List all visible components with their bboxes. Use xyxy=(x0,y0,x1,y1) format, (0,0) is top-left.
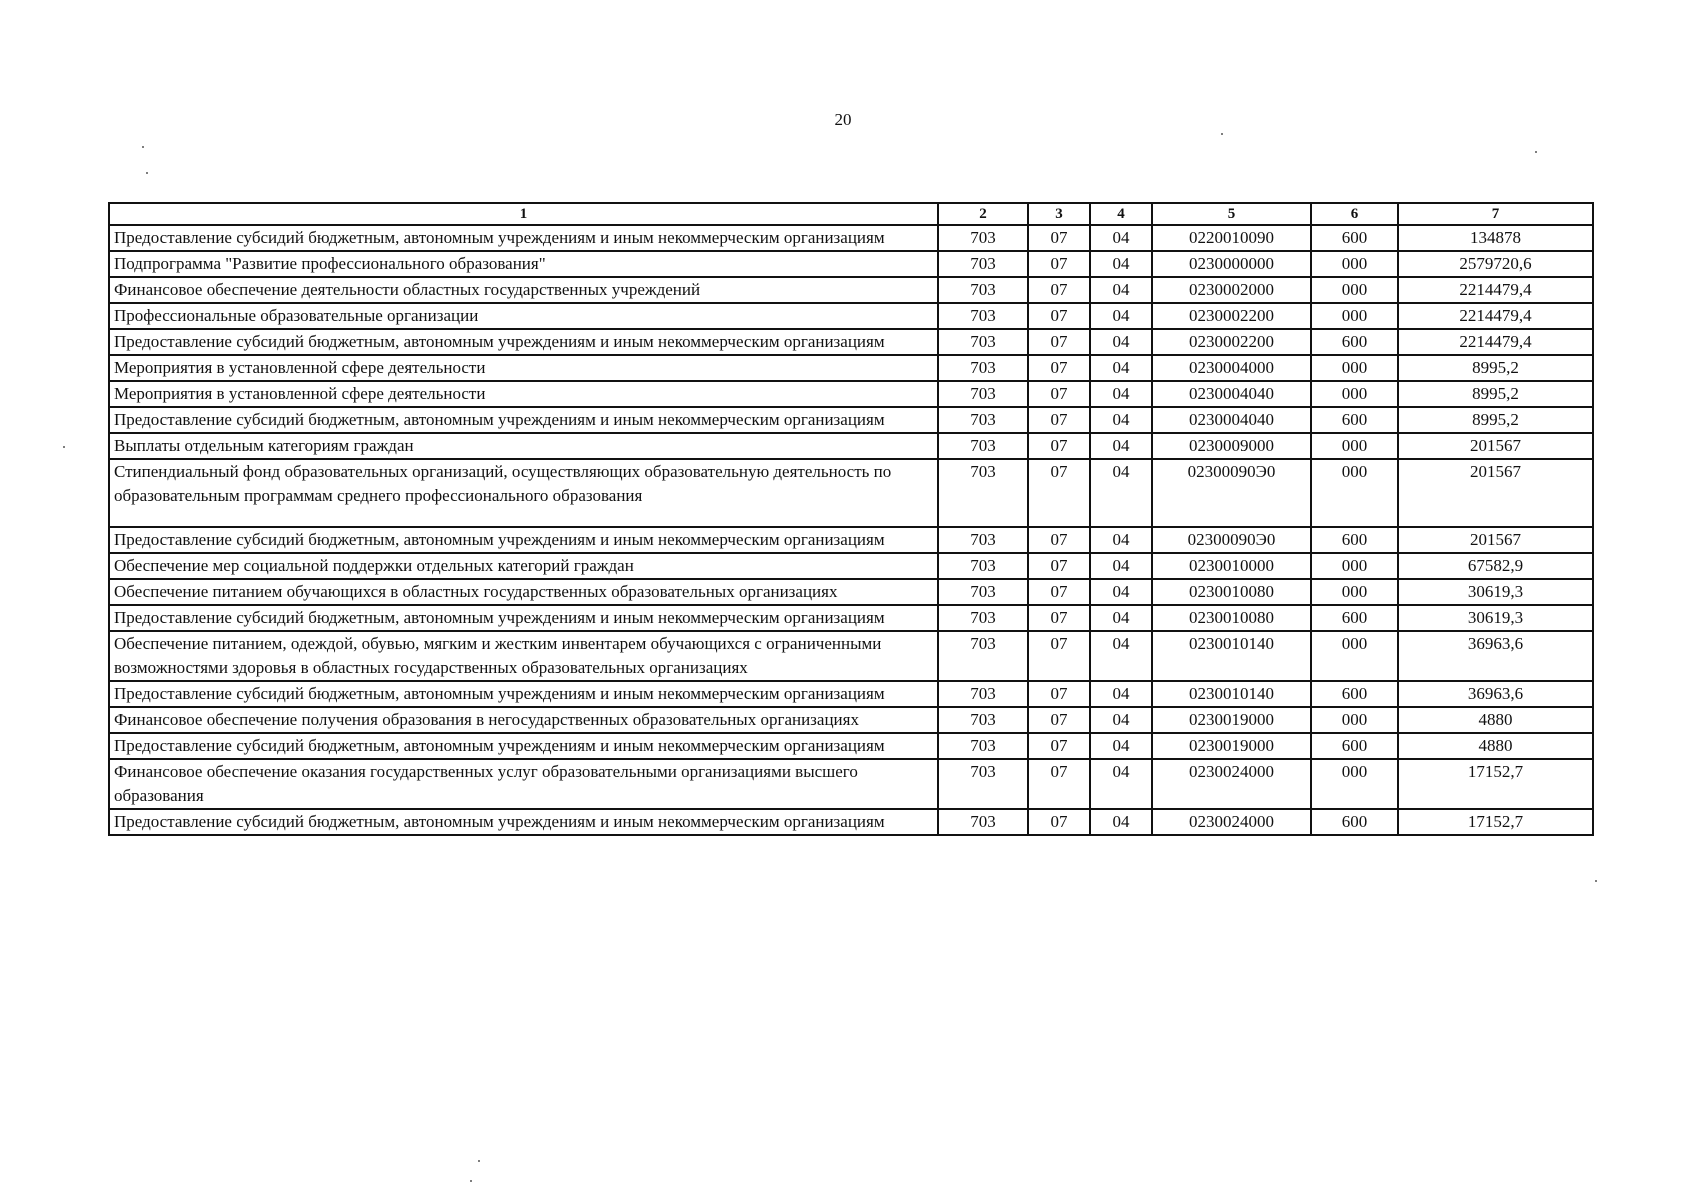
subsection-code: 04 xyxy=(1090,527,1152,553)
item-name: Мероприятия в установленной сфере деятельности xyxy=(109,381,938,407)
item-name: Финансовое обеспечение деятельности областных государственных учреждений xyxy=(109,277,938,303)
target-article-code: 0230024000 xyxy=(1152,809,1311,835)
item-name: Предоставление субсидий бюджетным, автономным учреждениям и иным некоммерческим организациям xyxy=(109,809,938,835)
ministry-code: 703 xyxy=(938,733,1028,759)
target-article-code: 02300090Э0 xyxy=(1152,527,1311,553)
column-header-5: 5 xyxy=(1152,203,1311,225)
expense-type-code: 000 xyxy=(1311,433,1398,459)
column-header-2: 2 xyxy=(938,203,1028,225)
amount: 67582,9 xyxy=(1398,553,1593,579)
table-row xyxy=(109,381,1593,407)
ministry-code: 703 xyxy=(938,303,1028,329)
amount: 8995,2 xyxy=(1398,355,1593,381)
ministry-code: 703 xyxy=(938,277,1028,303)
target-article-code: 0230002200 xyxy=(1152,329,1311,355)
column-number-row xyxy=(109,203,1593,225)
table-header xyxy=(109,203,1593,225)
table-row xyxy=(109,459,1593,527)
expense-type-code: 600 xyxy=(1311,733,1398,759)
amount: 2214479,4 xyxy=(1398,303,1593,329)
budget-table xyxy=(108,202,1594,836)
amount: 4880 xyxy=(1398,707,1593,733)
ministry-code: 703 xyxy=(938,605,1028,631)
expense-type-code: 000 xyxy=(1311,381,1398,407)
target-article-code: 0230019000 xyxy=(1152,733,1311,759)
expense-type-code: 600 xyxy=(1311,809,1398,835)
ministry-code: 703 xyxy=(938,631,1028,681)
table-row xyxy=(109,631,1593,681)
section-code: 07 xyxy=(1028,809,1090,835)
amount: 2579720,6 xyxy=(1398,251,1593,277)
subsection-code: 04 xyxy=(1090,355,1152,381)
section-code: 07 xyxy=(1028,251,1090,277)
table-row xyxy=(109,433,1593,459)
target-article-code: 0230010000 xyxy=(1152,553,1311,579)
item-name: Предоставление субсидий бюджетным, автономным учреждениям и иным некоммерческим организациям xyxy=(109,329,938,355)
section-code: 07 xyxy=(1028,733,1090,759)
table-row xyxy=(109,605,1593,631)
amount: 30619,3 xyxy=(1398,579,1593,605)
subsection-code: 04 xyxy=(1090,225,1152,251)
ministry-code: 703 xyxy=(938,707,1028,733)
section-code: 07 xyxy=(1028,225,1090,251)
expense-type-code: 000 xyxy=(1311,579,1398,605)
amount: 201567 xyxy=(1398,459,1593,527)
amount: 134878 xyxy=(1398,225,1593,251)
scan-speckle xyxy=(142,146,144,148)
ministry-code: 703 xyxy=(938,809,1028,835)
section-code: 07 xyxy=(1028,381,1090,407)
scan-speckle xyxy=(1535,151,1537,153)
subsection-code: 04 xyxy=(1090,407,1152,433)
table-row xyxy=(109,527,1593,553)
section-code: 07 xyxy=(1028,277,1090,303)
subsection-code: 04 xyxy=(1090,251,1152,277)
expense-type-code: 000 xyxy=(1311,553,1398,579)
subsection-code: 04 xyxy=(1090,329,1152,355)
target-article-code: 0230024000 xyxy=(1152,759,1311,809)
target-article-code: 0230010140 xyxy=(1152,681,1311,707)
subsection-code: 04 xyxy=(1090,759,1152,809)
table-row xyxy=(109,407,1593,433)
amount: 8995,2 xyxy=(1398,381,1593,407)
scan-speckle xyxy=(470,1180,472,1182)
scan-speckle xyxy=(478,1160,480,1162)
section-code: 07 xyxy=(1028,681,1090,707)
table-row xyxy=(109,225,1593,251)
subsection-code: 04 xyxy=(1090,381,1152,407)
ministry-code: 703 xyxy=(938,355,1028,381)
target-article-code: 0230010080 xyxy=(1152,579,1311,605)
target-article-code: 0230004040 xyxy=(1152,381,1311,407)
amount: 2214479,4 xyxy=(1398,329,1593,355)
column-header-4: 4 xyxy=(1090,203,1152,225)
target-article-code: 0230002000 xyxy=(1152,277,1311,303)
amount: 36963,6 xyxy=(1398,681,1593,707)
column-header-7: 7 xyxy=(1398,203,1593,225)
ministry-code: 703 xyxy=(938,329,1028,355)
section-code: 07 xyxy=(1028,759,1090,809)
expense-type-code: 000 xyxy=(1311,303,1398,329)
target-article-code: 0230004000 xyxy=(1152,355,1311,381)
item-name: Профессиональные образовательные организации xyxy=(109,303,938,329)
table-row xyxy=(109,707,1593,733)
target-article-code: 0230002200 xyxy=(1152,303,1311,329)
subsection-code: 04 xyxy=(1090,605,1152,631)
section-code: 07 xyxy=(1028,433,1090,459)
table-row xyxy=(109,251,1593,277)
scan-speckle xyxy=(146,172,148,174)
item-name: Предоставление субсидий бюджетным, автономным учреждениям и иным некоммерческим организациям xyxy=(109,605,938,631)
section-code: 07 xyxy=(1028,527,1090,553)
item-name: Предоставление субсидий бюджетным, автономным учреждениям и иным некоммерческим организациям xyxy=(109,681,938,707)
scan-speckle xyxy=(1221,133,1223,135)
table-row xyxy=(109,303,1593,329)
item-name: Предоставление субсидий бюджетным, автономным учреждениям и иным некоммерческим организациям xyxy=(109,527,938,553)
subsection-code: 04 xyxy=(1090,277,1152,303)
item-name: Финансовое обеспечение получения образования в негосударственных образовательных организациях xyxy=(109,707,938,733)
section-code: 07 xyxy=(1028,579,1090,605)
item-name: Предоставление субсидий бюджетным, автономным учреждениям и иным некоммерческим организациям xyxy=(109,733,938,759)
ministry-code: 703 xyxy=(938,433,1028,459)
ministry-code: 703 xyxy=(938,681,1028,707)
expense-type-code: 600 xyxy=(1311,527,1398,553)
amount: 201567 xyxy=(1398,433,1593,459)
subsection-code: 04 xyxy=(1090,303,1152,329)
item-name: Обеспечение питанием, одеждой, обувью, мягким и жестким инвентарем обучающихся с ограниченными возможностями здоровья в областных государственных образовательных организациях xyxy=(109,631,938,681)
ministry-code: 703 xyxy=(938,381,1028,407)
column-header-6: 6 xyxy=(1311,203,1398,225)
target-article-code: 0230004040 xyxy=(1152,407,1311,433)
table-row xyxy=(109,681,1593,707)
expense-type-code: 000 xyxy=(1311,277,1398,303)
subsection-code: 04 xyxy=(1090,707,1152,733)
ministry-code: 703 xyxy=(938,553,1028,579)
subsection-code: 04 xyxy=(1090,631,1152,681)
item-name: Выплаты отдельным категориям граждан xyxy=(109,433,938,459)
expense-type-code: 000 xyxy=(1311,631,1398,681)
column-header-1: 1 xyxy=(109,203,938,225)
section-code: 07 xyxy=(1028,329,1090,355)
ministry-code: 703 xyxy=(938,527,1028,553)
ministry-code: 703 xyxy=(938,579,1028,605)
item-name: Финансовое обеспечение оказания государственных услуг образовательными организациями высшего образования xyxy=(109,759,938,809)
expense-type-code: 000 xyxy=(1311,355,1398,381)
ministry-code: 703 xyxy=(938,459,1028,527)
amount: 17152,7 xyxy=(1398,759,1593,809)
amount: 201567 xyxy=(1398,527,1593,553)
target-article-code: 0230010080 xyxy=(1152,605,1311,631)
subsection-code: 04 xyxy=(1090,809,1152,835)
table-row xyxy=(109,553,1593,579)
table-body xyxy=(109,225,1593,835)
amount: 4880 xyxy=(1398,733,1593,759)
scan-speckle xyxy=(1595,880,1597,882)
amount: 2214479,4 xyxy=(1398,277,1593,303)
ministry-code: 703 xyxy=(938,225,1028,251)
target-article-code: 02300090Э0 xyxy=(1152,459,1311,527)
page-number: 20 xyxy=(834,110,852,129)
table-row xyxy=(109,329,1593,355)
target-article-code: 0230009000 xyxy=(1152,433,1311,459)
item-name: Предоставление субсидий бюджетным, автономным учреждениям и иным некоммерческим организациям xyxy=(109,407,938,433)
item-name: Мероприятия в установленной сфере деятельности xyxy=(109,355,938,381)
section-code: 07 xyxy=(1028,631,1090,681)
target-article-code: 0230019000 xyxy=(1152,707,1311,733)
subsection-code: 04 xyxy=(1090,553,1152,579)
amount: 17152,7 xyxy=(1398,809,1593,835)
subsection-code: 04 xyxy=(1090,459,1152,527)
item-name: Предоставление субсидий бюджетным, автономным учреждениям и иным некоммерческим организациям xyxy=(109,225,938,251)
table-row xyxy=(109,733,1593,759)
item-name: Подпрограмма "Развитие профессионального образования" xyxy=(109,251,938,277)
table-row xyxy=(109,355,1593,381)
section-code: 07 xyxy=(1028,553,1090,579)
ministry-code: 703 xyxy=(938,251,1028,277)
table-row xyxy=(109,809,1593,835)
table-row xyxy=(109,277,1593,303)
section-code: 07 xyxy=(1028,407,1090,433)
expense-type-code: 600 xyxy=(1311,605,1398,631)
ministry-code: 703 xyxy=(938,407,1028,433)
expense-type-code: 600 xyxy=(1311,225,1398,251)
amount: 8995,2 xyxy=(1398,407,1593,433)
section-code: 07 xyxy=(1028,459,1090,527)
expense-type-code: 600 xyxy=(1311,681,1398,707)
item-name: Обеспечение мер социальной поддержки отдельных категорий граждан xyxy=(109,553,938,579)
expense-type-code: 600 xyxy=(1311,329,1398,355)
subsection-code: 04 xyxy=(1090,433,1152,459)
target-article-code: 0230010140 xyxy=(1152,631,1311,681)
target-article-code: 0230000000 xyxy=(1152,251,1311,277)
section-code: 07 xyxy=(1028,355,1090,381)
table-row xyxy=(109,759,1593,809)
subsection-code: 04 xyxy=(1090,681,1152,707)
expense-type-code: 000 xyxy=(1311,707,1398,733)
table-row xyxy=(109,579,1593,605)
amount: 36963,6 xyxy=(1398,631,1593,681)
subsection-code: 04 xyxy=(1090,733,1152,759)
item-name: Обеспечение питанием обучающихся в областных государственных образовательных организациях xyxy=(109,579,938,605)
expense-type-code: 000 xyxy=(1311,759,1398,809)
item-name: Стипендиальный фонд образовательных организаций, осуществляющих образовательную деятельность по образовательным программам среднего профессионального образования xyxy=(109,459,938,527)
expense-type-code: 000 xyxy=(1311,459,1398,527)
section-code: 07 xyxy=(1028,605,1090,631)
subsection-code: 04 xyxy=(1090,579,1152,605)
section-code: 07 xyxy=(1028,707,1090,733)
ministry-code: 703 xyxy=(938,759,1028,809)
column-header-3: 3 xyxy=(1028,203,1090,225)
target-article-code: 0220010090 xyxy=(1152,225,1311,251)
section-code: 07 xyxy=(1028,303,1090,329)
amount: 30619,3 xyxy=(1398,605,1593,631)
expense-type-code: 000 xyxy=(1311,251,1398,277)
expense-type-code: 600 xyxy=(1311,407,1398,433)
scan-speckle xyxy=(63,446,65,448)
